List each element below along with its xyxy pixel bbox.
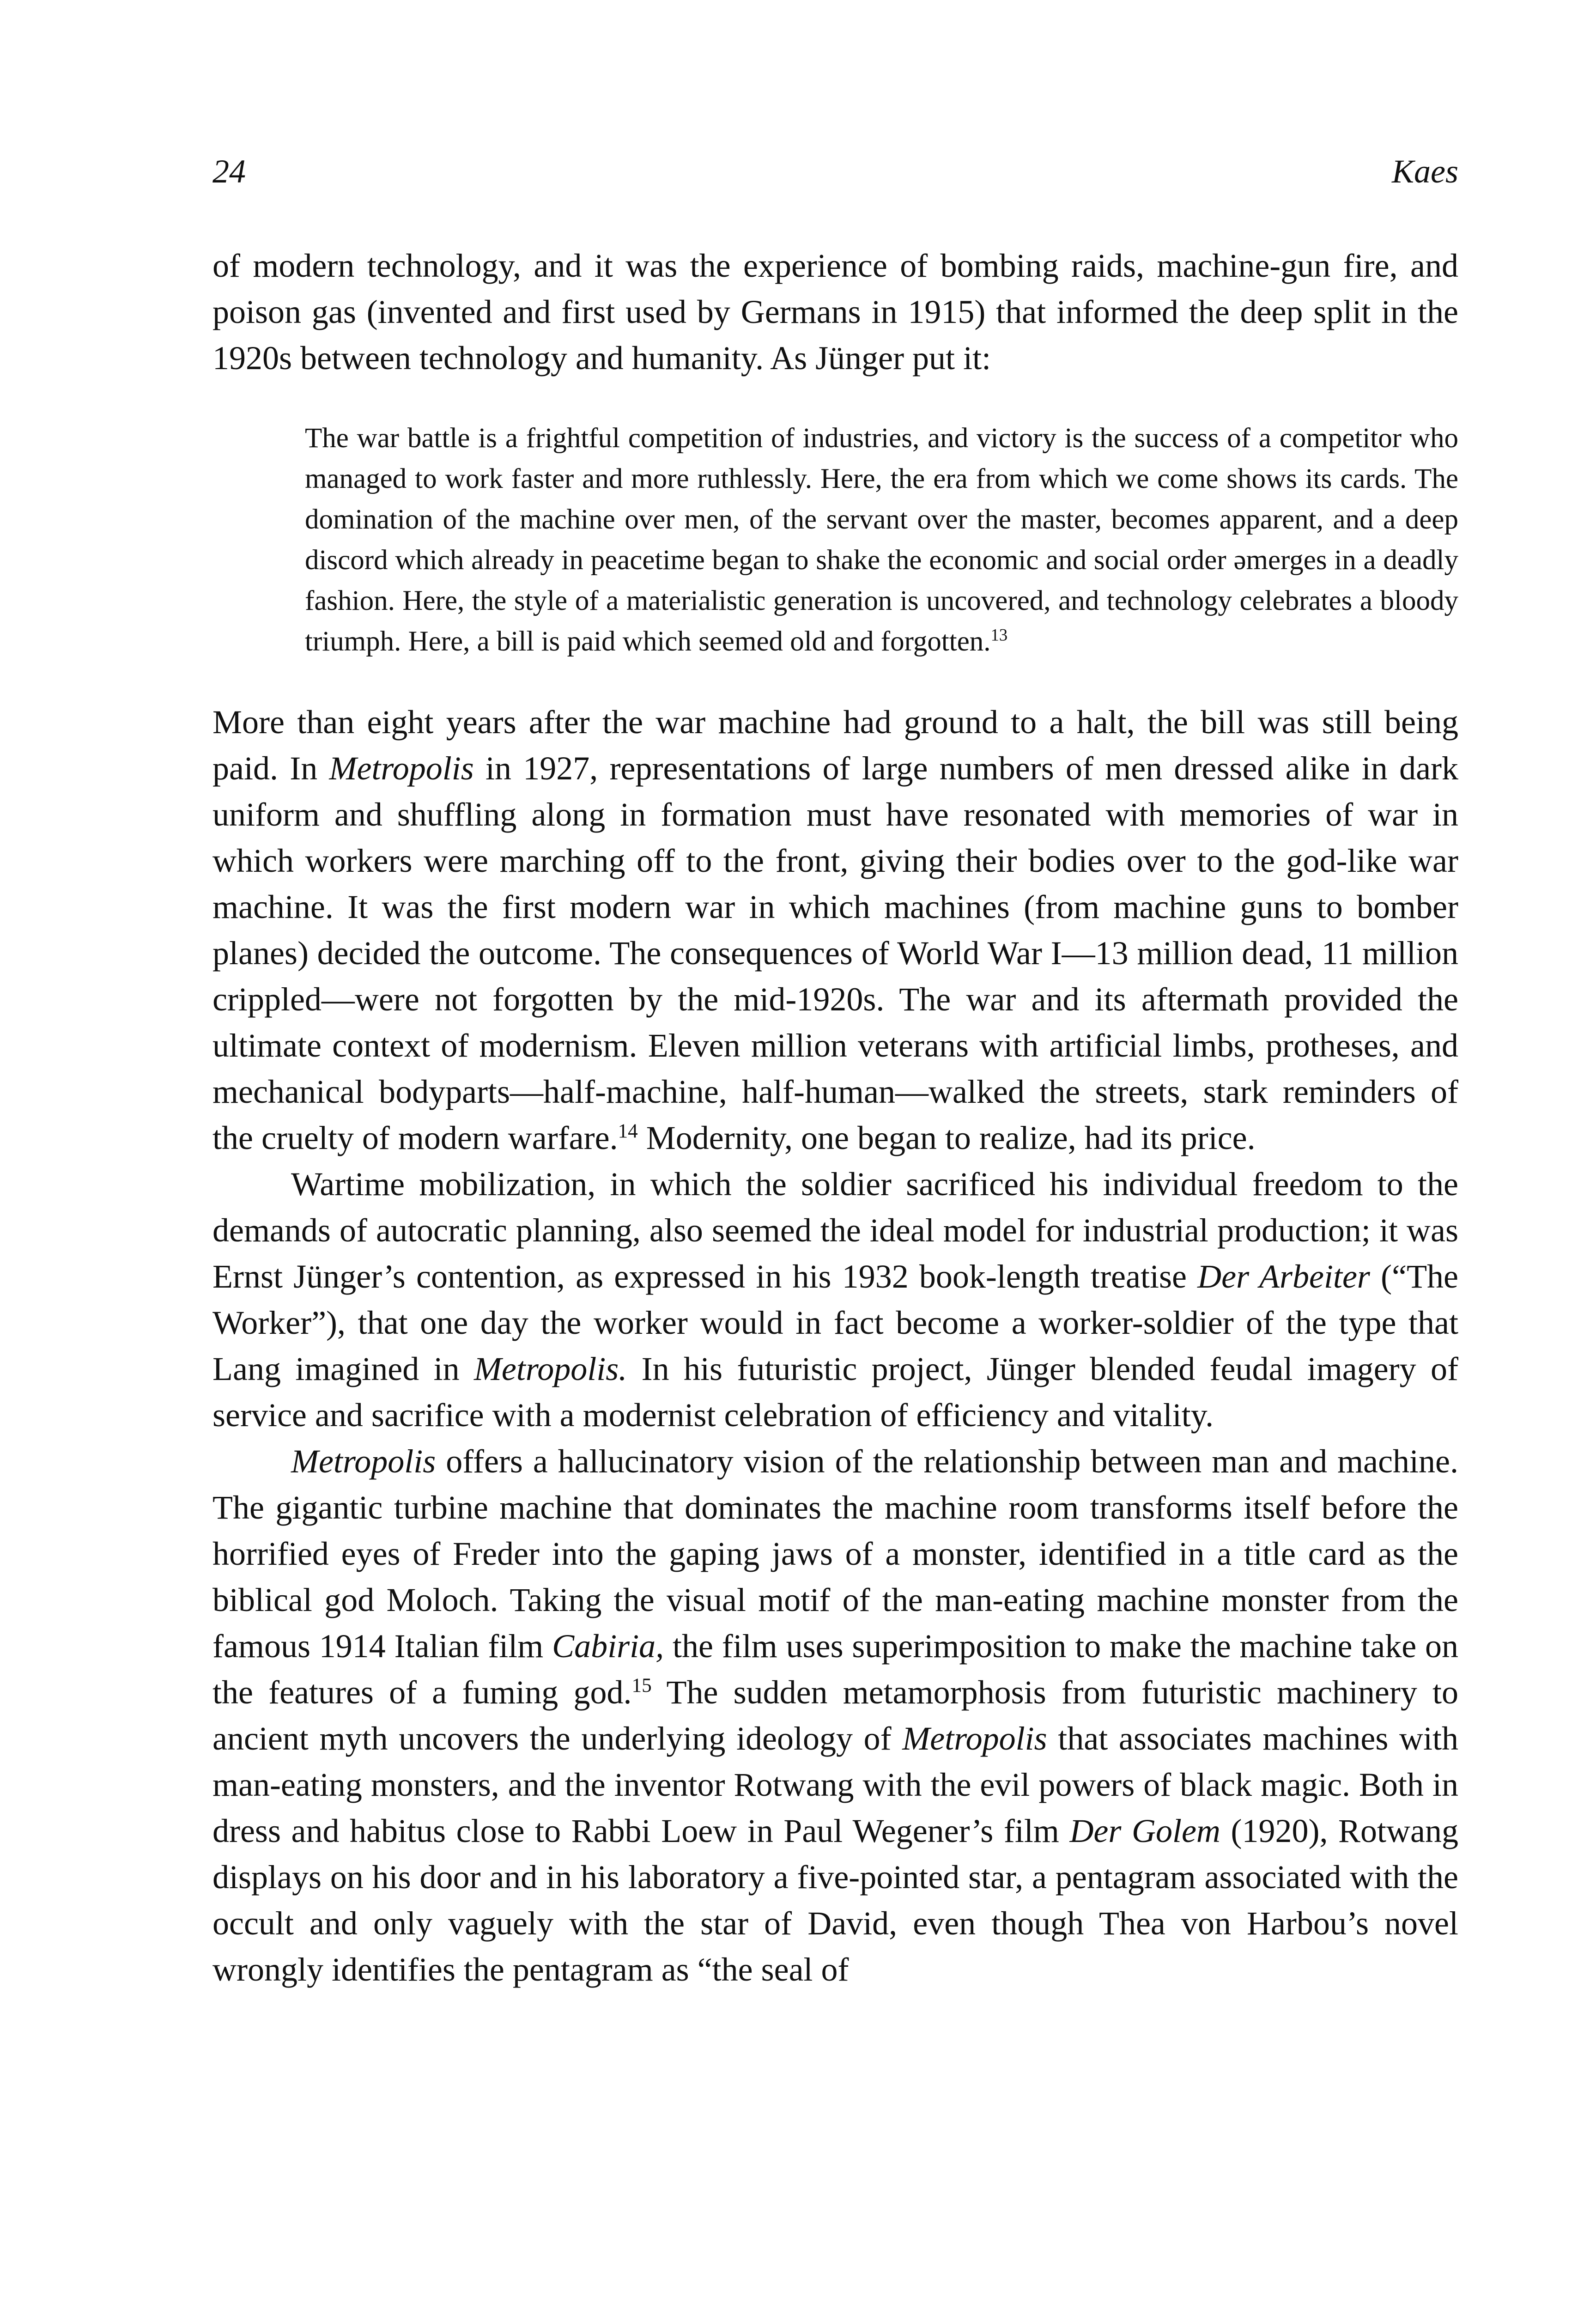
- film-title: Metropolis: [291, 1443, 436, 1480]
- footnote-ref-14: 14: [618, 1120, 638, 1142]
- text-run: Wartime mobilization, in which the soldier sacrificed his individual freedom to the demands of autocratic planning, also seemed the ideal model for industrial production; it was Ernst Jünger’s contention, as expressed in his 1932 book-length treatise: [212, 1166, 1458, 1295]
- film-title: Metropolis: [902, 1720, 1047, 1757]
- text-run: offers a hallucinatory vision of the relationship between man and machine. The gigantic turbine machine that dominates the machine room transforms itself before the horrified eyes of Freder into the gaping jaws of a monster, identified in a title card as the biblical god Moloch. Taking the visual motif of the man-eating machine monster from the famous 1914 Italian film: [212, 1443, 1458, 1665]
- block-quote: [305, 418, 1458, 662]
- paragraph-1: of modern technology, and it was the experience of bombing raids, machine-gun fire, and poison gas (invented and first used by Germans in 1915) that informed the deep split in the 1920s between technology and humanity. As Jünger put it:: [212, 247, 1458, 377]
- text-run: (1920), Rotwang displays on his door and in his laboratory a five-pointed star, a pentagram associated with the occult and only vaguely with the star of David, even though Thea von Harbou’s novel wrongly identifies the pentagram as “the seal of: [212, 1812, 1459, 1988]
- text-run: in 1927, representations of large numbers of men dressed alike in dark uniform and shuffling along in formation must have resonated with memories of war in which workers were marching off to the front, giving their bodies over to the god-like war machine. It was the first modern war in which machines (from machine guns to bomber planes) decided the outcome. The consequences of World War I—13 million dead, 11 million crippled—were not forgotten by the mid-1920s. The war and its aftermath provided the ultimate context of modernism. Eleven million veterans with artificial limbs, protheses, and mechanical bodyparts—half-machine, half-human—walked the streets, stark reminders of the cruelty of modern warfare.: [212, 750, 1459, 1156]
- page-number: 24: [212, 153, 246, 190]
- paragraph-2: [212, 699, 1458, 1161]
- body-text: [212, 243, 1458, 1993]
- text-run: the film uses superimposition to make the machine take on the features of a fuming god.: [212, 1628, 1458, 1711]
- film-title: Metropolis.: [473, 1350, 627, 1387]
- running-head: Kaes: [1392, 153, 1458, 190]
- page-header: [212, 152, 1458, 199]
- text-run: (“The Worker”), that one day the worker would in fact become a worker-soldier of the type that Lang imagined in: [212, 1258, 1459, 1387]
- film-title: Metropolis: [329, 750, 474, 787]
- footnote-ref-13: 13: [990, 625, 1008, 644]
- footnote-ref-15: 15: [631, 1675, 652, 1696]
- text-run: Modernity, one began to realize, had its price.: [637, 1119, 1256, 1156]
- text-run: The sudden metamorphosis from futuristic machinery to ancient myth uncovers the underlying ideology of: [212, 1674, 1458, 1757]
- text-run: that associates machines with man-eating monsters, and the inventor Rotwang with the evil powers of black magic. Both in dress and habitus close to Rabbi Loew in Paul Wegener’s film: [212, 1720, 1459, 1849]
- text-run: More than eight years after the war machine had ground to a halt, the bill was still being paid. In: [212, 704, 1458, 787]
- quote-text: The war battle is a frightful competition of industries, and victory is the success of a competitor who managed to work faster and more ruthlessly. Here, the era from which we come shows its cards. The domination of the machine over men, of the servant over the master, becomes apparent, and a deep discord which already in peacetime began to shake the economic and social order əmerges in a deadly fashion. Here, the style of a materialistic generation is uncovered, and technology celebrates a bloody triumph. Here, a bill is paid which seemed old and forgotten.: [305, 423, 1458, 657]
- film-title: Cabiria,: [552, 1628, 664, 1665]
- text-run: In his futuristic project, Jünger blended feudal imagery of service and sacrifice with a modernist celebration of efficiency and vitality.: [212, 1350, 1458, 1434]
- film-title: Der Golem: [1069, 1812, 1220, 1849]
- book-title: Der Arbeiter: [1197, 1258, 1370, 1295]
- paragraph-4: [212, 1438, 1458, 1993]
- paragraph-3: [212, 1161, 1458, 1438]
